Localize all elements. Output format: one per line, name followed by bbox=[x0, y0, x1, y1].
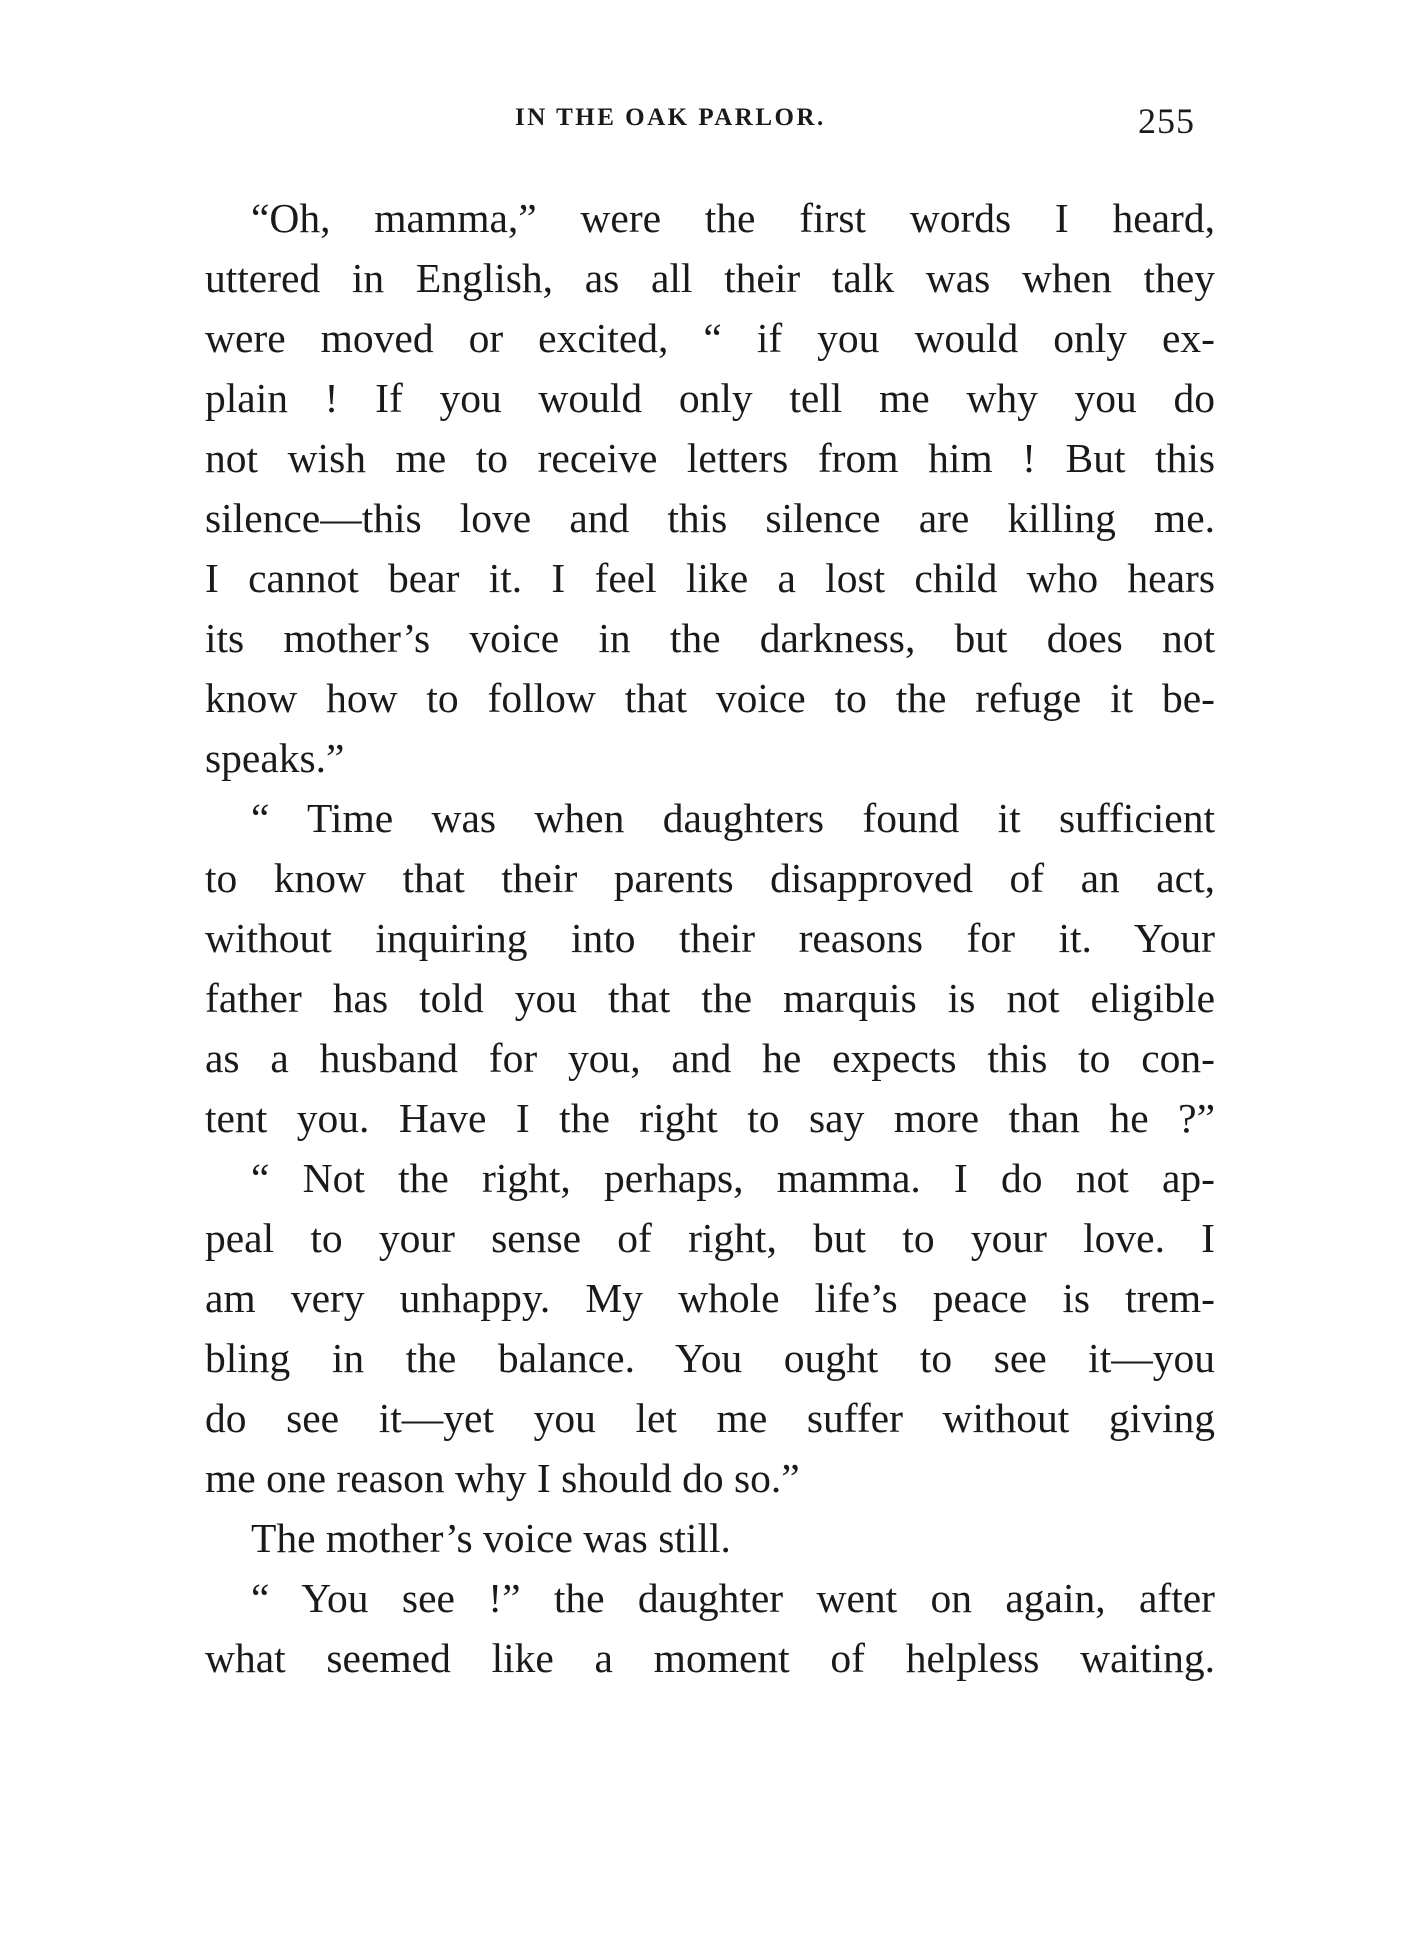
text-line: were moved or excited, “ if you would only ex- bbox=[205, 315, 1215, 361]
text-line: “ You see !” the daughter went on again, after bbox=[251, 1575, 1215, 1621]
text-line: silence—this love and this silence are killing me. bbox=[205, 495, 1215, 541]
text-line: “ Not the right, perhaps, mamma. I do not ap- bbox=[251, 1155, 1215, 1201]
text-line: without inquiring into their reasons for it. Your bbox=[205, 915, 1215, 961]
text-line: I cannot bear it. I feel like a lost child who hears bbox=[205, 555, 1215, 601]
text-line: bling in the balance. You ought to see it—you bbox=[205, 1335, 1215, 1381]
text-line: me one reason why I should do so.” bbox=[205, 1455, 800, 1501]
text-line: as a husband for you, and he expects this to con- bbox=[205, 1035, 1215, 1081]
text-line: plain ! If you would only tell me why you do bbox=[205, 375, 1215, 421]
text-line: “Oh, mamma,” were the first words I heard, bbox=[251, 195, 1215, 241]
text-line: father has told you that the marquis is not eligible bbox=[205, 975, 1215, 1021]
page-number: 255 bbox=[1138, 101, 1195, 141]
text-line: know how to follow that voice to the refuge it be- bbox=[205, 675, 1215, 721]
running-head bbox=[0, 100, 1405, 140]
text-line: uttered in English, as all their talk was when they bbox=[205, 255, 1215, 301]
text-line: peal to your sense of right, but to your love. I bbox=[205, 1215, 1215, 1261]
text-line: tent you. Have I the right to say more than he ?” bbox=[205, 1095, 1215, 1141]
running-head-title: IN THE OAK PARLOR. bbox=[515, 104, 826, 131]
text-line: “ Time was when daughters found it sufficient bbox=[251, 795, 1215, 841]
text-line: speaks.” bbox=[205, 735, 345, 781]
text-line: its mother’s voice in the darkness, but does not bbox=[205, 615, 1215, 661]
text-line: not wish me to receive letters from him ! But this bbox=[205, 435, 1215, 481]
text-line: to know that their parents disapproved of an act, bbox=[205, 855, 1215, 901]
text-line: do see it—yet you let me suffer without giving bbox=[205, 1395, 1215, 1441]
text-line: what seemed like a moment of helpless waiting. bbox=[205, 1635, 1215, 1681]
text-line: am very unhappy. My whole life’s peace is trem- bbox=[205, 1275, 1215, 1321]
text-line: The mother’s voice was still. bbox=[251, 1515, 731, 1561]
body-text bbox=[205, 188, 1215, 1688]
